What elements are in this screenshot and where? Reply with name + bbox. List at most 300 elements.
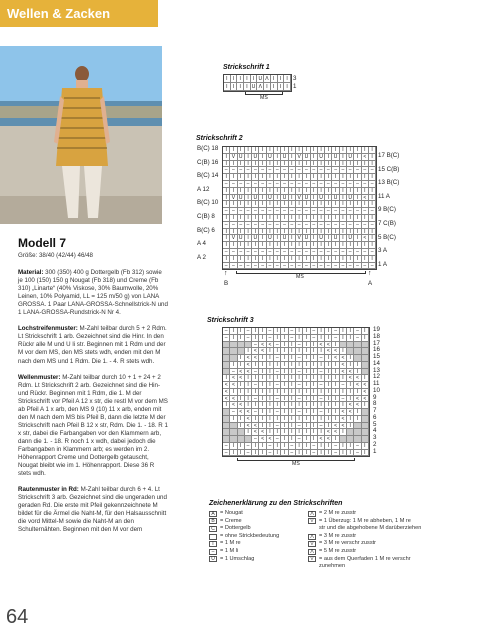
chart-cell: I [223,195,230,202]
chart-cell: I [281,348,288,355]
chart3-row-number: 2 [373,440,377,448]
chart-cell: – [267,263,274,270]
chart-cell: U [252,154,259,161]
chart-row [223,201,376,208]
chart-cell: I [303,389,310,396]
chart-cell: – [281,181,288,188]
chart-cell: I [354,215,361,222]
legend-right [308,510,421,571]
chart-cell: < [347,375,354,382]
chart-cell: < [325,436,332,443]
chart-cell: I [362,215,369,222]
chart-cell: I [318,443,325,450]
chart-cell: – [303,208,310,215]
chart-cell: – [325,249,332,256]
chart-cell: I [340,402,347,409]
chart-cell: I [325,174,332,181]
chart-cell: I [318,450,325,457]
chart-cell: – [289,167,296,174]
chart-cell: I [303,416,310,423]
chart-cell: < [259,429,266,436]
chart-cell: I [347,161,354,168]
chart-cell: I [332,409,339,416]
chart-cell: I [252,256,259,263]
chart-cell: – [311,450,318,457]
chart-cell: I [238,242,245,249]
chart-cell: I [245,348,252,355]
chart-cell: – [274,369,281,376]
chart-cell [347,429,354,436]
chart-cell: I [238,423,245,430]
chart-cell: U [238,235,245,242]
chart-cell: I [284,83,291,91]
chart-cell: – [267,167,274,174]
chart-cell: V [230,195,237,202]
chart-row [223,348,369,355]
chart-cell [354,342,361,349]
chart-cell: – [354,450,361,457]
chart-cell: I [332,147,339,154]
chart-cell: – [340,181,347,188]
chart-cell: I [340,389,347,396]
chart-cell: I [259,242,266,249]
chart-cell [223,436,230,443]
chart-cell: – [311,443,318,450]
legend-symbol: ⋎ [308,541,316,547]
chart-cell: I [231,75,238,83]
chart-cell: I [238,256,245,263]
chart2-row-label: 17 B(C) [378,152,400,159]
chart3-row-number: 18 [373,332,380,340]
chart-cell: I [267,416,274,423]
chart-cell: I [325,389,332,396]
chart-cell: – [362,263,369,270]
chart-cell: I [231,83,238,91]
chart-cell: I [281,409,288,416]
chart-cell: I [296,335,303,342]
chart-cell: I [362,335,369,342]
chart-cell: I [362,443,369,450]
chart-cell: I [252,416,259,423]
chart-cell [223,423,230,430]
chart-cell: U [267,195,274,202]
paragraph-label: Lochstreifenmuster: [18,325,78,333]
arrow-up-icon: ↑ [368,270,372,277]
chart-cell: I [332,229,339,236]
chart-cell: I [245,195,252,202]
chart2-title: Strickschrift 2 [196,135,243,142]
chart-cell [238,436,245,443]
chart-cell: U [238,154,245,161]
chart-cell: Λ [257,83,264,91]
chart-cell: – [230,181,237,188]
chart-cell: – [311,181,318,188]
chart-cell: I [369,195,376,202]
chart-cell [362,348,369,355]
chart-row [223,362,369,369]
chart-cell: I [274,256,281,263]
chart-cell: I [289,147,296,154]
chart-cell: I [296,375,303,382]
legend-text: = 5 M re zusstr [319,547,357,554]
chart3-row-number: 8 [373,400,377,408]
chart-cell: I [267,147,274,154]
chart2-row-label: A 2 [197,253,206,261]
chart-cell: U [238,195,245,202]
chart-cell: I [230,229,237,236]
chart-cell: – [311,222,318,229]
chart-cell: – [318,263,325,270]
legend-item [209,510,279,518]
chart-cell [362,436,369,443]
chart-cell: – [267,208,274,215]
chart-cell: I [325,450,332,457]
chart-cell: I [252,443,259,450]
chart-cell: I [238,188,245,195]
chart-cell: I [318,402,325,409]
chart-cell: I [325,396,332,403]
chart2-row-label: 13 B(C) [378,179,400,187]
legend-text: = Creme [220,517,242,524]
chart-cell: < [267,436,274,443]
chart3-row-number: 7 [373,407,377,414]
chart-cell: I [303,161,310,168]
chart-cell: I [238,229,245,236]
chart-cell: I [354,409,361,416]
chart-row [223,389,369,396]
chart-cell: – [340,167,347,174]
chart-cell: I [296,402,303,409]
chart-cell: – [274,423,281,430]
chart-cell: I [340,242,347,249]
chart-cell: – [296,355,303,362]
paragraph-text: M-Zahl teilbar durch 5 + 2 Rdm. Lt Strickschrift 1 arb. Gezeichnet sind die Hinr. In den Rückr alle M und U li str. Beginnen mit 1 Rdm und der M vor dem MS, den MS stets wdh, enden mit den M nach dem MS und 1 Rdm. Die 1. - 4. R stets wdh. [18,325,167,365]
chart2-row-label: C(B) 8 [197,213,215,220]
legend-symbol: Λ [308,549,316,555]
chart-cell: – [354,181,361,188]
chart-cell: < [252,423,259,430]
chart-cell: I [267,396,274,403]
chart-cell: I [289,235,296,242]
chart3-row-number: 16 [373,346,380,354]
chart-cell: I [347,450,354,457]
chart-cell: I [230,335,237,342]
chart3-grid [222,327,370,457]
chart-cell: I [274,328,281,335]
chart-cell: I [281,328,288,335]
chart-cell: – [223,167,230,174]
chart-cell: I [281,389,288,396]
chart-cell: – [223,335,230,342]
chart-cell: – [267,249,274,256]
chart-cell: I [318,188,325,195]
chart-cell: U [347,154,354,161]
chart-cell: I [284,75,291,83]
chart-cell: I [369,235,376,242]
chart-row [223,208,376,215]
chart-cell: – [354,443,361,450]
chart-cell: I [274,362,281,369]
chart-cell: < [340,423,347,430]
chart-cell: – [274,263,281,270]
chart-cell: I [259,188,266,195]
chart-cell: I [347,382,354,389]
chart-cell: I [238,174,245,181]
chart-cell: I [369,147,376,154]
chart-cell: I [245,154,252,161]
chart-cell: I [303,443,310,450]
chart-cell: I [252,174,259,181]
chart-cell: I [318,416,325,423]
chart-cell: – [311,263,318,270]
chart-cell [223,409,230,416]
chart-cell: I [289,382,296,389]
chart3-row-number: 3 [373,434,377,441]
chart-cell: I [296,229,303,236]
chart-cell: I [259,355,266,362]
chart-cell: I [332,402,339,409]
chart-cell: I [354,154,361,161]
chart-cell: I [281,174,288,181]
chart-cell: I [289,402,296,409]
chart-cell: I [303,174,310,181]
chart-cell: I [267,369,274,376]
chart-cell: I [347,328,354,335]
chart-cell: I [267,242,274,249]
chart-cell: I [332,396,339,403]
chart-cell: I [267,161,274,168]
chart1-row-number: 3 [293,75,297,82]
chart-cell: I [230,242,237,249]
chart-cell: < [259,342,266,349]
chart-cell: I [259,423,266,430]
chart-cell: I [332,382,339,389]
chart-cell: I [230,443,237,450]
chart-cell: – [223,208,230,215]
paragraph-text: M-Zahl teilbar durch 10 + 1 + 24 + 2 Rdm. Lt Strickschrift 2 arb. Gezeichnet sind die Hin- und Rückr. Beginnen mit 1 Rdm, die 1. M der Strickschrift vor Pfeil A 12 x str, die restl M vor dem MS ab Pfeil A 1 x arb, den MS 9 (10) 11 x arb, enden mit den M nach dem MS bis Pfeil B, dann die letzte M der Strickschrift nach Pfeil B 12 x str, Rdm. Die 1. - 18. R 1 x str, dabei die Farbangaben vor den Klammern arb, dann die 1. - 18. R noch 1 x wdh, dabei jedoch die Farbangaben in Klammern arb; es werden im 2. Höhenrapport Creme und Dottergelb getauscht, Nougat bleibt wie im 1. Höhenrapport. Diese 36 R stets wdh. [18,373,168,478]
chart-cell: – [318,409,325,416]
chart3-row-number: 15 [373,353,380,360]
chart3-ms-label: MS [292,461,300,467]
chart-cell: I [340,201,347,208]
chart-cell: – [238,263,245,270]
chart-cell: – [223,328,230,335]
chart-cell: I [245,382,252,389]
legend-item [308,563,421,571]
chart-cell: – [311,208,318,215]
chart-cell: – [318,396,325,403]
chart-cell: – [354,335,361,342]
chart-cell: I [230,161,237,168]
chart-cell: I [325,382,332,389]
chart-row [223,222,376,229]
chart-cell: V [230,154,237,161]
chart-cell: – [340,396,347,403]
chart-row [223,423,369,430]
legend-symbol: Λ [308,534,316,540]
chart-cell: – [230,263,237,270]
chart-cell: I [296,362,303,369]
chart-cell [362,409,369,416]
chart2-row-label: 5 B(C) [378,233,396,241]
chart-cell: I [245,147,252,154]
chart-cell: I [340,335,347,342]
chart-cell: – [238,208,245,215]
chart-cell: I [281,362,288,369]
chart-cell: I [296,429,303,436]
chart-cell: I [238,382,245,389]
chart-cell: I [238,443,245,450]
chart-cell: < [223,396,230,403]
chart3-row-number: 1 [373,447,377,455]
chart-cell: I [245,429,252,436]
chart-cell: – [274,181,281,188]
chart-cell [230,436,237,443]
chart-cell: – [296,423,303,430]
chart-cell: I [296,188,303,195]
chart-cell: < [354,402,361,409]
chart-cell: I [289,342,296,349]
chart-cell [362,369,369,376]
chart-cell: – [289,263,296,270]
chart3-row-number: 5 [373,420,377,428]
chart-cell: I [252,215,259,222]
chart-cell: – [296,208,303,215]
chart-cell: – [281,222,288,229]
chart-cell: – [252,208,259,215]
chart-cell: I [369,242,376,249]
chart-cell: I [252,161,259,168]
chart-cell: I [332,389,339,396]
chart-cell: I [274,429,281,436]
chart-cell: I [274,348,281,355]
chart-cell: – [354,208,361,215]
chart-cell: I [362,256,369,263]
chart2-grid [222,146,377,270]
chart-cell: I [238,161,245,168]
chart-cell: – [325,263,332,270]
chart-cell: I [318,429,325,436]
chart-cell: I [289,355,296,362]
chart-cell: – [230,409,237,416]
chart-cell: < [223,382,230,389]
chart-cell: – [252,342,259,349]
chart-row [224,75,291,83]
chart-cell: – [332,450,339,457]
chart-cell: I [281,375,288,382]
chart-cell: I [289,429,296,436]
chart-row [223,402,369,409]
legend-item [308,525,421,533]
chart-cell [238,348,245,355]
chart-cell: – [303,249,310,256]
chart-cell: I [303,215,310,222]
chart-cell: I [245,375,252,382]
chart-cell: I [347,423,354,430]
chart-cell: I [281,355,288,362]
chart-cell: I [318,362,325,369]
chart-cell: I [289,188,296,195]
chart-cell: I [223,201,230,208]
chart-cell: < [362,389,369,396]
chart-cell: – [223,443,230,450]
chart-cell: < [362,235,369,242]
legend-text: = ohne Strickbedeutung [220,532,280,539]
chart-cell: I [224,83,231,91]
chart-cell [362,342,369,349]
chart-cell: – [289,443,296,450]
chart-cell: U [267,154,274,161]
chart-cell: I [362,161,369,168]
chart-cell: I [347,242,354,249]
chart-cell: – [267,335,274,342]
chart-cell: – [354,263,361,270]
chart-cell [223,355,230,362]
chart-cell: I [267,201,274,208]
chart-cell: – [318,423,325,430]
chart-cell: < [354,375,361,382]
chart-cell: – [274,355,281,362]
chart-cell: < [354,382,361,389]
chart-cell: V [296,235,303,242]
chart-cell: I [311,188,318,195]
chart-cell: I [289,409,296,416]
chart-cell: I [274,174,281,181]
legend-text: = 1 M li [220,547,239,554]
chart-cell: I [244,75,251,83]
chart-cell: I [259,154,266,161]
chart-cell: I [318,161,325,168]
chart-cell: I [223,188,230,195]
chart-cell [230,355,237,362]
chart-cell: – [289,335,296,342]
chart-cell: I [311,375,318,382]
chart-cell: U [318,235,325,242]
chart-cell: I [271,75,278,83]
chart-cell: I [244,83,251,91]
chart-cell: – [289,181,296,188]
legend-symbol [209,534,217,540]
chart-cell: < [223,389,230,396]
chart-cell [354,355,361,362]
chart-cell: < [340,355,347,362]
chart-cell: – [332,222,339,229]
chart-cell: I [332,256,339,263]
chart-cell: I [311,362,318,369]
chart-cell: I [332,242,339,249]
chart-cell: U [252,235,259,242]
chart-cell: – [274,342,281,349]
chart-cell: I [311,342,318,349]
chart-cell: I [238,328,245,335]
chart-cell: I [289,201,296,208]
chart-cell: I [223,147,230,154]
chart-cell: I [311,348,318,355]
chart-cell: I [267,389,274,396]
chart-cell: I [347,443,354,450]
chart-cell: I [340,147,347,154]
chart-cell: I [245,229,252,236]
chart-cell: < [347,409,354,416]
chart-cell: – [230,249,237,256]
chart-cell: I [362,188,369,195]
chart-cell: I [362,147,369,154]
paragraph-rauten [18,486,168,534]
chart-cell: – [318,222,325,229]
chart-cell: – [311,167,318,174]
chart-cell: I [303,147,310,154]
chart3-row-number: 17 [373,339,380,347]
